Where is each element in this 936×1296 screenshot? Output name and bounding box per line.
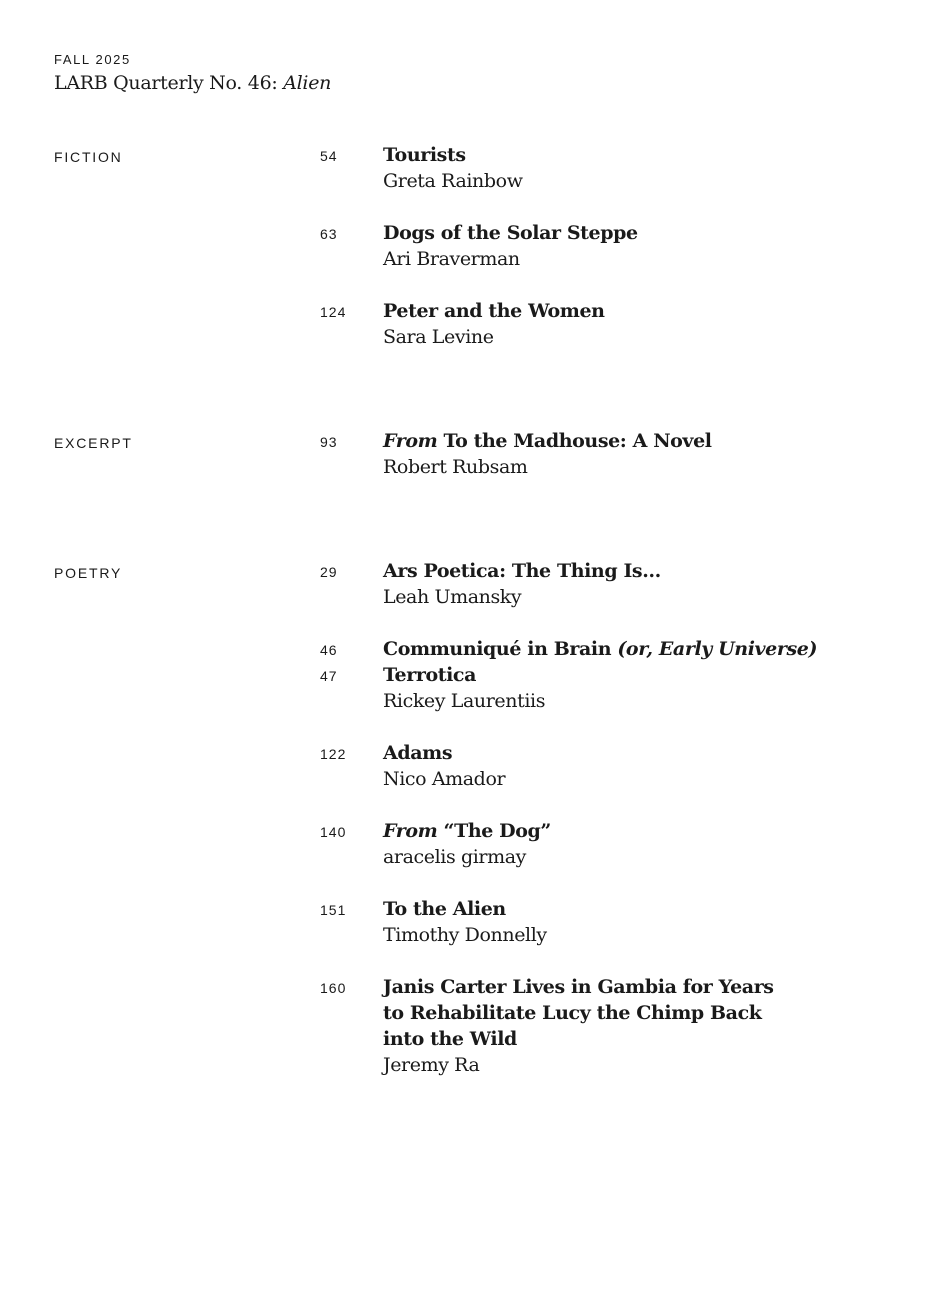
entry-title: To the Alien — [383, 898, 506, 920]
toc-entry-ars-poetica[interactable] — [320, 558, 880, 610]
entry-title: Ars Poetica: The Thing Is… — [383, 560, 661, 582]
entry-title — [383, 818, 551, 844]
entry-author: Robert Rubsam — [383, 456, 528, 478]
page-number: 124 — [320, 304, 347, 320]
section-label-excerpt: EXCERPT — [54, 435, 133, 451]
entry-title: Adams — [383, 742, 453, 764]
page-number: 54 — [320, 148, 338, 164]
entry-author: Jeremy Ra — [383, 1054, 480, 1076]
issue-season: FALL 2025 — [54, 52, 131, 67]
entry-author: Leah Umansky — [383, 586, 522, 608]
page-number: 47 — [320, 668, 338, 684]
entry-title-from: From — [383, 430, 438, 452]
page-number: 122 — [320, 746, 347, 762]
entry-title: Dogs of the Solar Steppe — [383, 222, 638, 244]
issue-theme: Alien — [283, 72, 332, 94]
toc-entry-dogs-of-the-solar-steppe[interactable] — [320, 220, 880, 272]
entry-author: Timothy Donnelly — [383, 924, 547, 946]
section-label-poetry: POETRY — [54, 565, 123, 581]
entry-title-subtitle: (or, Early Universe) — [617, 638, 818, 660]
entry-title-from: From — [383, 820, 438, 842]
entry-title: Peter and the Women — [383, 300, 605, 322]
toc-entry-janis-carter[interactable] — [320, 974, 880, 1078]
entry-author: Sara Levine — [383, 326, 494, 348]
page-number: 63 — [320, 226, 338, 242]
entry-title-line-3: into the Wild — [383, 1028, 517, 1050]
entry-author: Nico Amador — [383, 768, 506, 790]
entry-title-text: Communiqué in Brain — [383, 638, 618, 660]
entry-title: Terrotica — [383, 664, 477, 686]
page-number: 160 — [320, 980, 347, 996]
entry-title-line-2: to Rehabilitate Lucy the Chimp Back — [383, 1002, 762, 1024]
entry-author: Ari Braverman — [383, 248, 520, 270]
issue-title — [54, 70, 331, 96]
entry-title — [383, 428, 712, 454]
page-number: 140 — [320, 824, 347, 840]
page-number: 151 — [320, 902, 347, 918]
toc-entry-adams[interactable] — [320, 740, 880, 792]
entry-title — [383, 636, 817, 662]
toc-entry-to-the-alien[interactable] — [320, 896, 880, 948]
entry-title-text: To the Madhouse: A Novel — [437, 430, 712, 452]
toc-entry-tourists[interactable] — [320, 142, 880, 194]
entry-author: Rickey Laurentiis — [383, 690, 546, 712]
entry-author: Greta Rainbow — [383, 170, 523, 192]
toc-entry-the-dog[interactable] — [320, 818, 880, 870]
section-label-fiction: FICTION — [54, 149, 123, 165]
page-number: 46 — [320, 642, 338, 658]
toc-entry-communique-terrotica[interactable] — [320, 636, 880, 714]
page-number: 93 — [320, 434, 338, 450]
entry-author: aracelis girmay — [383, 846, 526, 868]
toc-entry-peter-and-the-women[interactable] — [320, 298, 880, 350]
toc-entry-to-the-madhouse[interactable] — [320, 428, 880, 480]
entry-title: Tourists — [383, 144, 466, 166]
entry-title-text: “The Dog” — [437, 820, 551, 842]
issue-title-prefix: LARB Quarterly No. 46: — [54, 72, 284, 94]
entry-title-line-1: Janis Carter Lives in Gambia for Years — [383, 976, 774, 998]
page-number: 29 — [320, 564, 338, 580]
